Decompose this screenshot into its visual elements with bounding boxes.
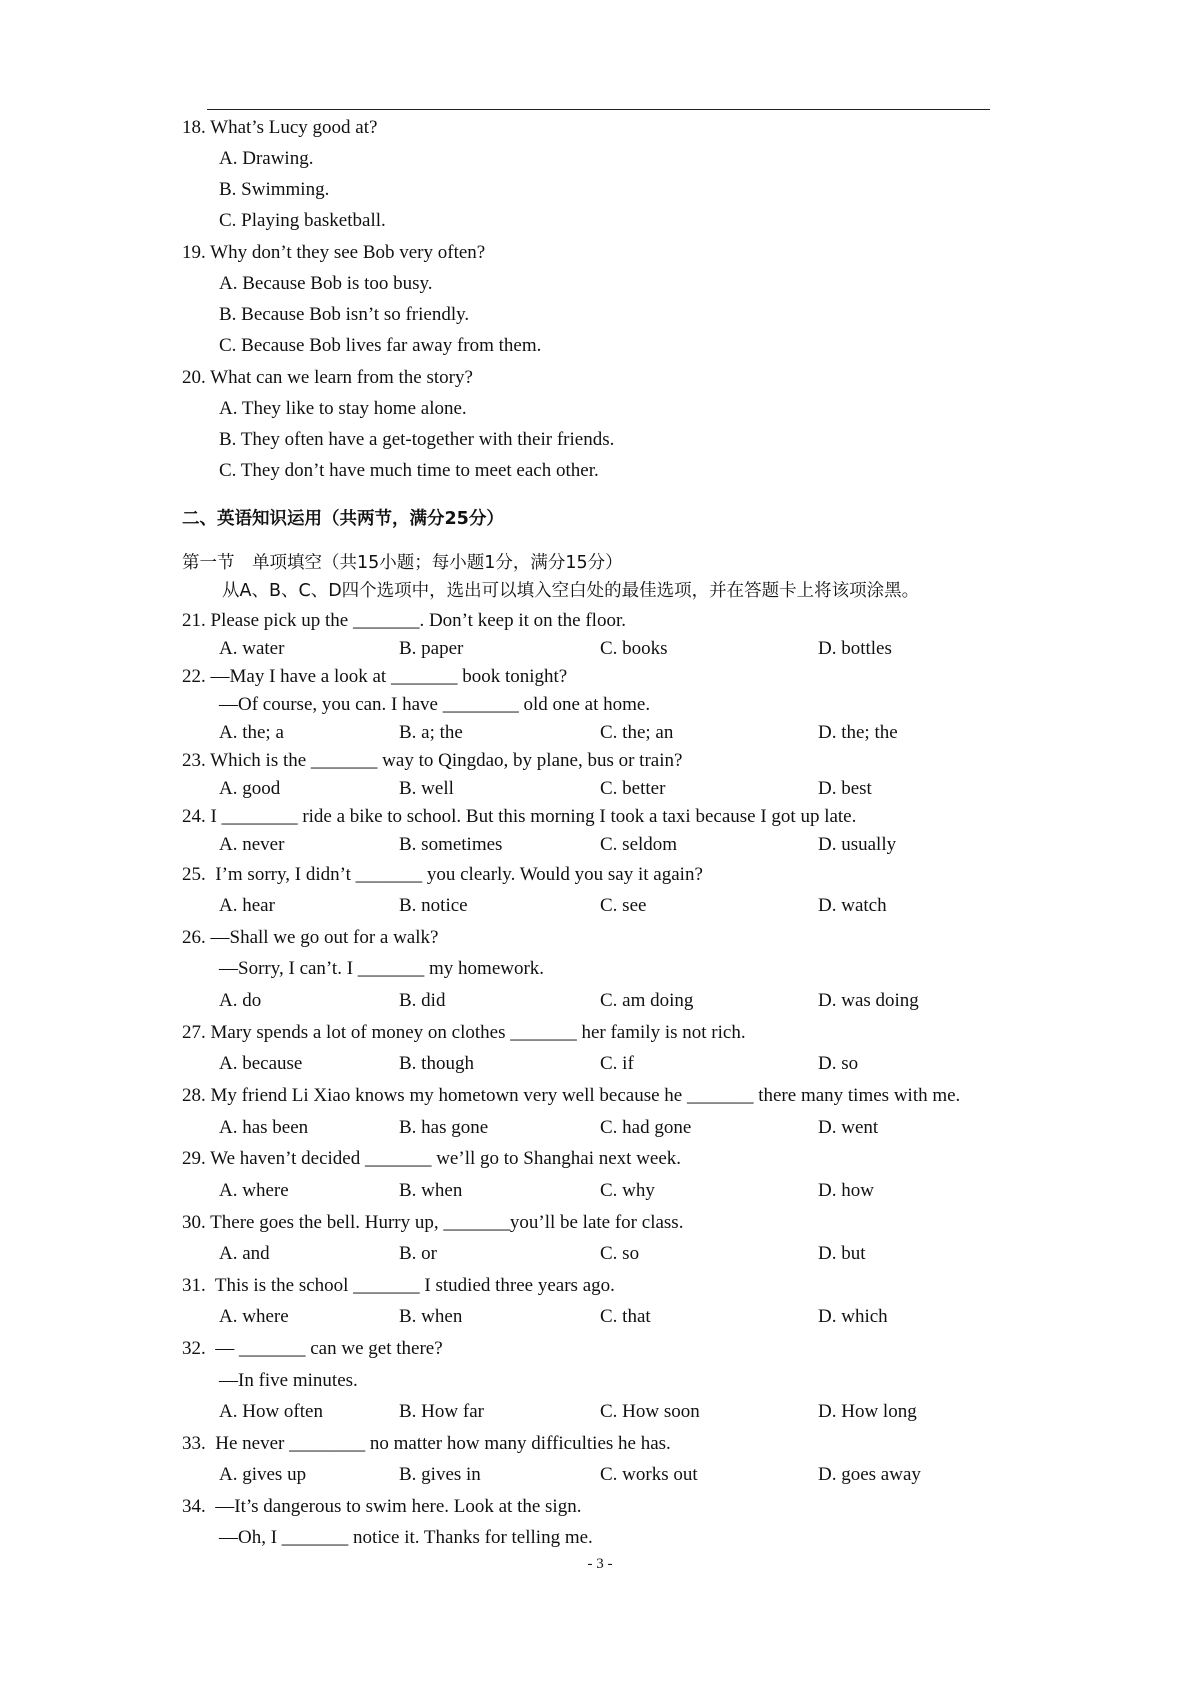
question-27-option-d: D. so <box>818 1053 859 1074</box>
question-19-option-c: C. Because Bob lives far away from them. <box>219 335 542 356</box>
question-24-option-c: C. seldom <box>600 834 678 855</box>
question-21-option-d: D. bottles <box>818 638 892 659</box>
part-title: 第一节 单项填空（共15小题；每小题1分，满分15分） <box>182 553 623 573</box>
question-29-option-b: B. when <box>399 1180 463 1201</box>
question-23-option-c: C. better <box>600 778 666 799</box>
question-32-stem-line-2: —In five minutes. <box>219 1370 358 1391</box>
question-29-option-c: C. why <box>600 1180 655 1201</box>
question-30-option-d: D. but <box>818 1243 866 1264</box>
question-20-stem: 20. What can we learn from the story? <box>182 367 473 388</box>
question-29-stem: 29. We haven’t decided _______ we’ll go to Shanghai next week. <box>182 1148 682 1169</box>
question-29-option-a: A. where <box>219 1180 289 1201</box>
question-24-option-b: B. sometimes <box>399 834 503 855</box>
question-25-option-d: D. watch <box>818 895 887 916</box>
question-24-stem: 24. I ________ ride a bike to school. But this morning I took a taxi because I got up late. <box>182 806 857 827</box>
question-34-stem: 34. —It’s dangerous to swim here. Look at the sign. <box>182 1496 582 1517</box>
question-18-option-a: A. Drawing. <box>219 148 314 169</box>
question-22-option-b: B. a; the <box>399 722 463 743</box>
question-28-option-c: C. had gone <box>600 1117 692 1138</box>
question-26-stem: 26. —Shall we go out for a walk? <box>182 927 439 948</box>
question-18-stem: 18. What’s Lucy good at? <box>182 117 378 138</box>
question-24-option-a: A. never <box>219 834 285 855</box>
question-31-option-c: C. that <box>600 1306 651 1327</box>
question-25-option-b: B. notice <box>399 895 468 916</box>
question-33-option-a: A. gives up <box>219 1464 307 1485</box>
question-33-option-c: C. works out <box>600 1464 698 1485</box>
question-24-option-d: D. usually <box>818 834 897 855</box>
question-27-option-a: A. because <box>219 1053 303 1074</box>
question-32-stem: 32. — _______ can we get there? <box>182 1338 443 1359</box>
question-32-option-c: C. How soon <box>600 1401 700 1422</box>
question-31-option-a: A. where <box>219 1306 289 1327</box>
question-22-stem-line-2: —Of course, you can. I have ________ old one at home. <box>219 694 651 715</box>
question-22-option-a: A. the; a <box>219 722 284 743</box>
question-18-option-b: B. Swimming. <box>219 179 330 200</box>
question-19-stem: 19. Why don’t they see Bob very often? <box>182 242 486 263</box>
question-19-option-b: B. Because Bob isn’t so friendly. <box>219 304 470 325</box>
question-32-option-a: A. How often <box>219 1401 323 1422</box>
question-31-option-b: B. when <box>399 1306 463 1327</box>
question-22-stem: 22. —May I have a look at _______ book tonight? <box>182 666 568 687</box>
question-23-option-d: D. best <box>818 778 872 799</box>
question-34-stem-line-2: —Oh, I _______ notice it. Thanks for telling me. <box>219 1527 593 1548</box>
section-title: 二、英语知识运用（共两节，满分25分） <box>182 509 504 529</box>
question-20-option-b: B. They often have a get-together with their friends. <box>219 429 615 450</box>
question-21-option-a: A. water <box>219 638 285 659</box>
question-30-option-b: B. or <box>399 1243 437 1264</box>
question-30-option-c: C. so <box>600 1243 640 1264</box>
question-29-option-d: D. how <box>818 1180 874 1201</box>
question-18-option-c: C. Playing basketball. <box>219 210 386 231</box>
question-23-stem: 23. Which is the _______ way to Qingdao, by plane, bus or train? <box>182 750 683 771</box>
question-27-option-b: B. though <box>399 1053 474 1074</box>
question-32-option-b: B. How far <box>399 1401 484 1422</box>
question-26-option-a: A. do <box>219 990 262 1011</box>
question-25-option-a: A. hear <box>219 895 275 916</box>
question-30-option-a: A. and <box>219 1243 270 1264</box>
question-28-option-d: D. went <box>818 1117 879 1138</box>
question-23-option-b: B. well <box>399 778 454 799</box>
question-22-option-d: D. the; the <box>818 722 898 743</box>
question-20-option-c: C. They don’t have much time to meet each other. <box>219 460 599 481</box>
question-33-option-d: D. goes away <box>818 1464 921 1485</box>
question-31-stem: 31. This is the school _______ I studied three years ago. <box>182 1275 615 1296</box>
question-26-option-d: D. was doing <box>818 990 919 1011</box>
header-rule <box>207 109 990 110</box>
question-26-stem-line-2: —Sorry, I can’t. I _______ my homework. <box>219 958 545 979</box>
question-21-option-b: B. paper <box>399 638 464 659</box>
question-31-option-d: D. which <box>818 1306 888 1327</box>
question-21-stem: 21. Please pick up the _______. Don’t keep it on the floor. <box>182 610 626 631</box>
question-23-option-a: A. good <box>219 778 281 799</box>
question-28-option-a: A. has been <box>219 1117 309 1138</box>
question-26-option-b: B. did <box>399 990 446 1011</box>
question-33-stem: 33. He never ________ no matter how many difficulties he has. <box>182 1433 671 1454</box>
question-25-stem: 25. I’m sorry, I didn’t _______ you clearly. Would you say it again? <box>182 864 703 885</box>
question-27-option-c: C. if <box>600 1053 634 1074</box>
page-number: - 3 - <box>587 1556 613 1572</box>
question-20-option-a: A. They like to stay home alone. <box>219 398 467 419</box>
question-21-option-c: C. books <box>600 638 668 659</box>
question-27-stem: 27. Mary spends a lot of money on clothes _______ her family is not rich. <box>182 1022 746 1043</box>
question-30-stem: 30. There goes the bell. Hurry up, _______you’ll be late for class. <box>182 1212 684 1233</box>
question-25-option-c: C. see <box>600 895 647 916</box>
question-19-option-a: A. Because Bob is too busy. <box>219 273 433 294</box>
question-33-option-b: B. gives in <box>399 1464 481 1485</box>
question-22-option-c: C. the; an <box>600 722 674 743</box>
instructions: 从A、B、C、D四个选项中，选出可以填入空白处的最佳选项，并在答题卡上将该项涂黑。 <box>222 581 920 601</box>
question-28-option-b: B. has gone <box>399 1117 489 1138</box>
question-28-stem: 28. My friend Li Xiao knows my hometown very well because he _______ there many times with me. <box>182 1085 961 1106</box>
question-26-option-c: C. am doing <box>600 990 694 1011</box>
question-32-option-d: D. How long <box>818 1401 917 1422</box>
